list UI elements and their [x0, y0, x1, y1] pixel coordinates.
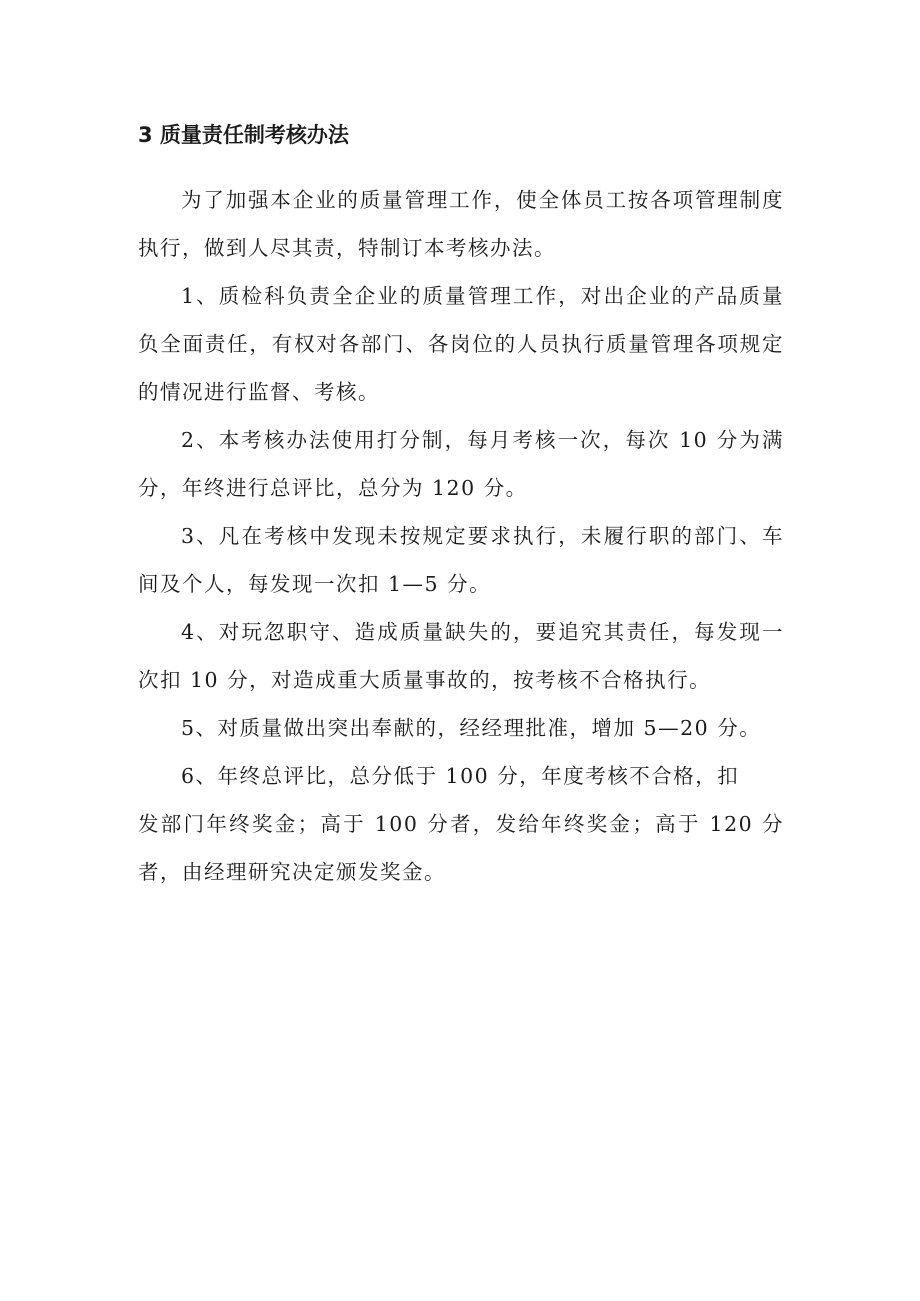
paragraph-item-6-continuation: 发部门年终奖金；高于 100 分者，发给年终奖金；高于 120 分者，由经理研究决定颁发奖金。 [138, 812, 784, 884]
paragraph-item-3: 3、凡在考核中发现未按规定要求执行，未履行职的部门、车间及个人，每发现一次扣 1—5 分。 [138, 524, 784, 596]
paragraph-intro: 为了加强本企业的质量管理工作，使全体员工按各项管理制度执行，做到人尽其责，特制订本考核办法。 [138, 188, 784, 260]
document-body [138, 176, 784, 896]
paragraph-item-5: 5、对质量做出突出奉献的，经经理批准，增加 5—20 分。 [181, 716, 762, 740]
paragraph-item-4: 4、对玩忽职守、造成质量缺失的，要追究其责任，每发现一次扣 10 分，对造成重大质量事故的，按考核不合格执行。 [138, 620, 784, 692]
paragraph-item-6 [138, 752, 784, 896]
paragraph-item-1: 1、质检科负责全企业的质量管理工作，对出企业的产品质量负全面责任，有权对各部门、各岗位的人员执行质量管理各项规定的情况进行监督、考核。 [138, 284, 784, 404]
document-title: 3 质量责任制考核办法 [138, 123, 349, 147]
paragraph-item-2: 2、本考核办法使用打分制，每月考核一次，每次 10 分为满分，年终进行总评比，总分为 120 分。 [138, 428, 784, 500]
paragraph-item-6-line-1: 6、年终总评比，总分低于 100 分，年度考核不合格，扣 [181, 764, 740, 788]
